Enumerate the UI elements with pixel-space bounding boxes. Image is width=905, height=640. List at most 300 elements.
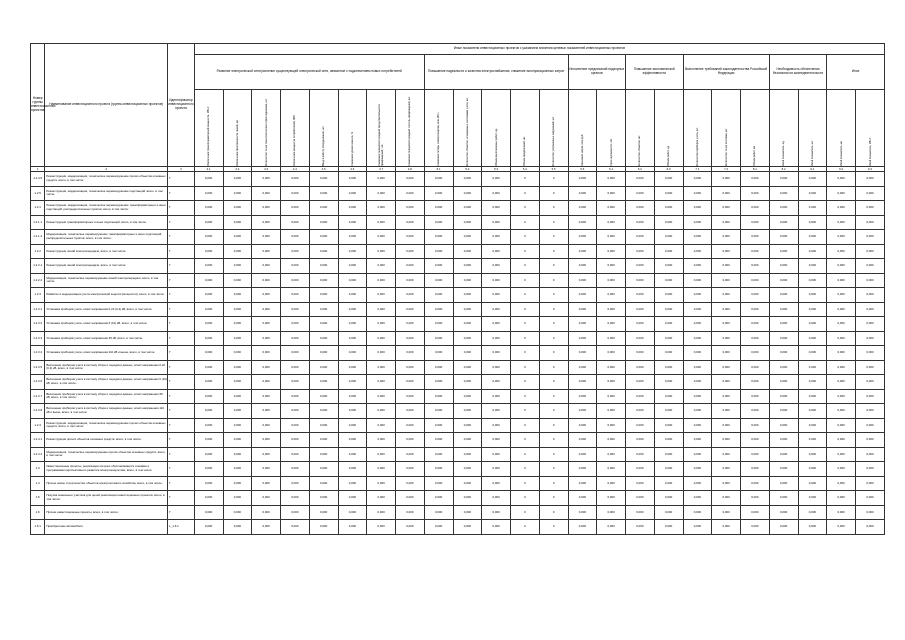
row-value: 0,000 — [568, 215, 597, 230]
row-value: 0,000 — [367, 273, 396, 288]
row-value: 0 — [511, 215, 540, 230]
row-value: 0,000 — [856, 462, 885, 477]
row-value: 0,000 — [597, 259, 626, 274]
row-value: 0 — [511, 288, 540, 303]
row-value: 0,000 — [453, 520, 482, 535]
row-value: 0,000 — [338, 288, 367, 303]
row-value: 0,000 — [424, 259, 453, 274]
row-value: 0,000 — [741, 447, 770, 462]
row-value: 0 — [511, 360, 540, 375]
row-value: 0,000 — [568, 433, 597, 448]
row-value: 0,000 — [769, 505, 798, 520]
row-value: 0,000 — [741, 476, 770, 491]
row-value: 0,000 — [424, 433, 453, 448]
row-value: 0,000 — [309, 505, 338, 520]
row-value: 0 — [511, 447, 540, 462]
row-value: 0 — [511, 244, 540, 259]
sub-header-cell — [482, 90, 511, 167]
row-value: 0,000 — [856, 273, 885, 288]
row-project-id: Г — [168, 273, 195, 288]
row-value: 0,000 — [309, 520, 338, 535]
row-value: 0,000 — [252, 418, 281, 433]
row-value: 0,000 — [712, 433, 741, 448]
row-project-name: Включение приборов учета в систему сбора и передачи данных, класс напряжения 6 (10) кВ, всего, в том числе: — [45, 375, 168, 390]
row-value: 0 — [511, 520, 540, 535]
row-value: 0,000 — [856, 331, 885, 346]
row-value: 0,000 — [654, 433, 683, 448]
row-value: 0,000 — [712, 230, 741, 245]
row-value: 0,000 — [424, 447, 453, 462]
row-value: 0,000 — [252, 491, 281, 506]
row-value: 0,000 — [827, 520, 856, 535]
row-value: 0,000 — [223, 273, 252, 288]
row-value: 0,000 — [798, 505, 827, 520]
row-value: 0,000 — [482, 317, 511, 332]
sub-header-cell — [597, 90, 626, 167]
row-value: 0,000 — [712, 520, 741, 535]
column-number: 2 — [45, 167, 168, 172]
row-value: 0,000 — [654, 201, 683, 216]
row-value: 0,000 — [597, 288, 626, 303]
header-project-name: Наименование инвестиционного проекта (группы инвестиционных проектов) — [45, 44, 168, 167]
header-group-1: Развитие электрической сети/усиление существующей электрической сети, связанное с подключением новых потребителей — [194, 55, 424, 90]
row-value: 0,000 — [367, 389, 396, 404]
row-value: 0,000 — [741, 201, 770, 216]
column-number: 9.2 — [827, 167, 856, 172]
row-value: 0,000 — [654, 244, 683, 259]
row-value: 0,000 — [367, 505, 396, 520]
row-value: 0,000 — [769, 375, 798, 390]
sub-header-cell — [281, 90, 310, 167]
row-value: 0,000 — [597, 302, 626, 317]
header-group-main: Иные показатели инвестиционных проектов с указанием значения целевых показателей инвестиционных проектов — [194, 44, 884, 55]
row-value: 0,000 — [741, 360, 770, 375]
row-value: 0,000 — [568, 230, 597, 245]
column-number: 5.3 — [482, 167, 511, 172]
row-value: 0,000 — [798, 389, 827, 404]
row-project-name: Развитие и модернизация учета электрической энергии (мощности), всего, в том числе: — [45, 288, 168, 303]
row-value: 0,000 — [338, 375, 367, 390]
row-value: 0,000 — [626, 447, 655, 462]
row-value: 0,000 — [827, 302, 856, 317]
row-value: 0,000 — [482, 462, 511, 477]
row-value: 0,000 — [654, 418, 683, 433]
row-value: 0,000 — [194, 505, 223, 520]
row-value: 0,000 — [769, 201, 798, 216]
header-group-4: Повышение экономической эффективности — [626, 55, 684, 90]
row-value: 0,000 — [626, 491, 655, 506]
row-value: 0,000 — [683, 491, 712, 506]
row-value: 0,000 — [252, 476, 281, 491]
row-value: 0,000 — [424, 520, 453, 535]
table-row — [31, 244, 885, 259]
row-value: 0,000 — [827, 447, 856, 462]
row-value: 0,000 — [769, 172, 798, 187]
row-value: 0,000 — [741, 491, 770, 506]
row-value: 0,000 — [798, 404, 827, 419]
row-value: 0,000 — [769, 244, 798, 259]
row-value: 0,000 — [798, 447, 827, 462]
row-value: 0,000 — [338, 302, 367, 317]
row-value: 0,000 — [712, 288, 741, 303]
investment-indicators-table — [30, 43, 885, 535]
column-number: 8.1 — [741, 167, 770, 172]
row-project-id: Г — [168, 186, 195, 201]
row-value: 0 — [511, 389, 540, 404]
row-value: 0,000 — [453, 346, 482, 361]
row-value: 0 — [539, 375, 568, 390]
sub-header-label: Количество устраненных нарушений, шт. — [552, 116, 556, 166]
row-value: 0,000 — [281, 273, 310, 288]
row-value: 0,000 — [712, 389, 741, 404]
row-value: 0,000 — [309, 273, 338, 288]
row-value: 0,000 — [683, 520, 712, 535]
row-value: 0,000 — [654, 215, 683, 230]
row-value: 0 — [511, 331, 540, 346]
sub-header-cell — [338, 90, 367, 167]
row-value: 0,000 — [367, 462, 396, 477]
row-value: 0,000 — [424, 491, 453, 506]
row-value: 0,000 — [568, 331, 597, 346]
row-code: 1.2.2.2 — [31, 273, 45, 288]
row-value: 0,000 — [309, 201, 338, 216]
row-value: 0,000 — [712, 317, 741, 332]
row-value: 0,000 — [223, 360, 252, 375]
row-project-name: Реконструкция, модернизация, техническое перевооружение трансформаторных и иных подстанций, распределительных пунктов, всего, в том числе: — [45, 201, 168, 216]
table-row — [31, 186, 885, 201]
row-project-id: Г — [168, 433, 195, 448]
row-value: 0,000 — [856, 346, 885, 361]
row-value: 0,000 — [827, 505, 856, 520]
row-value: 0,000 — [683, 447, 712, 462]
row-value: 0,000 — [683, 215, 712, 230]
row-value: 0,000 — [626, 244, 655, 259]
row-value: 0,000 — [367, 288, 396, 303]
row-value: 0,000 — [482, 346, 511, 361]
row-value: 0,000 — [281, 433, 310, 448]
row-value: 0,000 — [654, 375, 683, 390]
row-code: 1.2.4.5 — [31, 172, 45, 187]
row-value: 0,000 — [482, 476, 511, 491]
row-value: 0,000 — [712, 404, 741, 419]
row-value: 0,000 — [223, 331, 252, 346]
row-value: 0,000 — [568, 520, 597, 535]
row-value: 0,000 — [252, 505, 281, 520]
sub-header-cell — [798, 90, 827, 167]
row-value: 0,000 — [798, 491, 827, 506]
row-value: 0 — [539, 404, 568, 419]
row-project-name: Включение приборов учета в систему сбора и передачи данных, класс напряжения 110 кВ и выше, всего, в том числе: — [45, 404, 168, 419]
row-project-id: Г — [168, 259, 195, 274]
row-value: 0,000 — [252, 389, 281, 404]
row-value: 0,000 — [453, 259, 482, 274]
row-value: 0,000 — [482, 331, 511, 346]
row-project-id: Г — [168, 462, 195, 477]
row-value: 0,000 — [367, 259, 396, 274]
row-value: 0 — [511, 375, 540, 390]
row-value: 0,000 — [367, 491, 396, 506]
row-value: 0,000 — [223, 317, 252, 332]
sub-header-cell — [568, 90, 597, 167]
row-value: 0,000 — [683, 418, 712, 433]
row-project-id: Г — [168, 317, 195, 332]
row-value: 0,000 — [798, 462, 827, 477]
sub-header-cell — [453, 90, 482, 167]
row-value: 0,000 — [683, 186, 712, 201]
sub-header-label: Снижение показателя средней частоты прекращений, шт. — [408, 96, 412, 166]
row-project-id: Г — [168, 505, 195, 520]
row-value: 0,000 — [367, 433, 396, 448]
sub-header-cell — [741, 90, 770, 167]
row-value: 0,000 — [453, 404, 482, 419]
row-value: 0 — [539, 288, 568, 303]
row-value: 0,000 — [482, 447, 511, 462]
row-value: 0,000 — [597, 273, 626, 288]
row-value: 0,000 — [338, 404, 367, 419]
sub-header-label: Снижение уровня износа, % — [350, 131, 354, 166]
row-value: 0,000 — [396, 346, 425, 361]
row-value: 0,000 — [654, 389, 683, 404]
row-value: 0,000 — [769, 433, 798, 448]
row-value: 0,000 — [568, 360, 597, 375]
row-value: 0,000 — [712, 244, 741, 259]
row-value: 0 — [511, 273, 540, 288]
row-project-name: Модернизация, техническое перевооружение трансформаторных и иных подстанций, распределительных пунктов, всего, в том числе: — [45, 230, 168, 245]
row-value: 0 — [539, 418, 568, 433]
row-value: 0,000 — [856, 491, 885, 506]
row-value: 0,000 — [597, 418, 626, 433]
row-value: 0,000 — [683, 346, 712, 361]
row-value: 0,000 — [568, 418, 597, 433]
row-value: 0,000 — [798, 346, 827, 361]
row-value: 0,000 — [626, 462, 655, 477]
row-code: 1.2.4 — [31, 418, 45, 433]
table-row — [31, 317, 885, 332]
row-value: 0,000 — [309, 346, 338, 361]
row-value: 0,000 — [252, 462, 281, 477]
row-value: 0 — [511, 186, 540, 201]
row-value: 0,000 — [856, 404, 885, 419]
row-value: 0,000 — [769, 520, 798, 535]
row-value: 0,000 — [741, 346, 770, 361]
row-value: 0,000 — [769, 288, 798, 303]
sub-header-label: Объем работ, км — [753, 146, 757, 166]
row-value: 0,000 — [741, 404, 770, 419]
row-value: 0,000 — [798, 375, 827, 390]
row-value: 0 — [511, 172, 540, 187]
row-code: 1.5 — [31, 491, 45, 506]
row-project-id: Г — [168, 491, 195, 506]
row-value: 0 — [539, 433, 568, 448]
row-value: 0,000 — [194, 389, 223, 404]
row-value: 0,000 — [252, 244, 281, 259]
row-value: 0,000 — [281, 418, 310, 433]
row-value: 0,000 — [281, 244, 310, 259]
row-value: 0,000 — [482, 201, 511, 216]
row-value: 0,000 — [798, 172, 827, 187]
row-value: 0,000 — [568, 462, 597, 477]
row-value: 0,000 — [626, 230, 655, 245]
row-value: 0,000 — [367, 230, 396, 245]
row-value: 0,000 — [281, 302, 310, 317]
row-value: 0,000 — [309, 288, 338, 303]
row-value: 0,000 — [482, 404, 511, 419]
sub-header-label: Снижение показателя средней продолжительности прекращений, час — [378, 104, 385, 166]
row-value: 0,000 — [338, 418, 367, 433]
row-project-name: Реконструкция трансформаторных и иных подстанций, всего, в том числе: — [45, 215, 168, 230]
row-value: 0,000 — [252, 201, 281, 216]
row-value: 0,000 — [769, 230, 798, 245]
row-value: 0,000 — [338, 505, 367, 520]
row-value: 0,000 — [424, 360, 453, 375]
row-value: 0,000 — [396, 215, 425, 230]
row-value: 0,000 — [597, 447, 626, 462]
row-value: 0,000 — [223, 389, 252, 404]
row-value: 0,000 — [453, 317, 482, 332]
row-value: 0,000 — [223, 375, 252, 390]
row-value: 0,000 — [654, 491, 683, 506]
row-project-name: Установка приборов учета, класс напряжения 6 (10) кВ, всего, в том числе: — [45, 317, 168, 332]
sub-header-cell — [712, 90, 741, 167]
sub-header-cell — [424, 90, 453, 167]
row-value: 0,000 — [654, 259, 683, 274]
row-value: 0,000 — [338, 520, 367, 535]
row-value: 0,000 — [453, 360, 482, 375]
row-project-name: Прочие инвестиционные проекты, всего, в том числе: — [45, 505, 168, 520]
row-project-id: Г — [168, 288, 195, 303]
row-value: 0,000 — [626, 172, 655, 187]
sub-header-cell — [223, 90, 252, 167]
row-value: 0,000 — [281, 520, 310, 535]
row-value: 0,000 — [482, 520, 511, 535]
column-number: 4.6 — [338, 167, 367, 172]
row-value: 0,000 — [568, 172, 597, 187]
row-value: 0,000 — [309, 476, 338, 491]
row-project-name: Модернизация, техническое перевооружение прочих объектов основных средств, всего, в том числе: — [45, 447, 168, 462]
row-project-name: Реконструкция линий электропередачи, всего, в том числе: — [45, 244, 168, 259]
table-row — [31, 520, 885, 535]
column-number: 4.1 — [194, 167, 223, 172]
row-value: 0,000 — [194, 288, 223, 303]
row-value: 0,000 — [338, 172, 367, 187]
row-value: 0,000 — [252, 375, 281, 390]
row-value: 0,000 — [798, 215, 827, 230]
row-project-id: Г — [168, 201, 195, 216]
row-value: 0,000 — [769, 389, 798, 404]
row-value: 0,000 — [712, 360, 741, 375]
row-project-id: Г — [168, 302, 195, 317]
header-project-id: Идентификатор инвестиционного проекта — [168, 44, 195, 167]
row-value: 0,000 — [367, 331, 396, 346]
row-value: 0,000 — [281, 404, 310, 419]
row-value: 0,000 — [827, 259, 856, 274]
table-row — [31, 215, 885, 230]
sub-header-cell — [511, 90, 540, 167]
row-value: 0,000 — [712, 201, 741, 216]
row-value: 0,000 — [281, 389, 310, 404]
row-project-id: Г — [168, 404, 195, 419]
row-value: 0,000 — [568, 375, 597, 390]
row-value: 0 — [511, 404, 540, 419]
row-value: 0,000 — [798, 317, 827, 332]
row-value: 0,000 — [396, 331, 425, 346]
row-value: 0,000 — [223, 172, 252, 187]
row-value: 0,000 — [396, 288, 425, 303]
row-value: 0,000 — [252, 317, 281, 332]
row-value: 0,000 — [396, 230, 425, 245]
row-value: 0,000 — [712, 491, 741, 506]
row-value: 0,000 — [396, 244, 425, 259]
row-value: 0,000 — [194, 259, 223, 274]
row-value: 0,000 — [482, 186, 511, 201]
row-value: 0 — [539, 331, 568, 346]
row-value: 0,000 — [712, 505, 741, 520]
row-project-name: Реконструкция, модернизация, техническое перевооружение подстанций, всего, в том числе: — [45, 186, 168, 201]
row-value: 0,000 — [798, 186, 827, 201]
row-value: 0,000 — [338, 201, 367, 216]
sub-header-label: Ввод в работу оборудования, шт. — [322, 126, 326, 166]
row-value: 0,000 — [712, 462, 741, 477]
row-value: 0 — [539, 244, 568, 259]
row-value: 0,000 — [597, 389, 626, 404]
row-value: 0,000 — [367, 447, 396, 462]
row-value: 0,000 — [194, 346, 223, 361]
sub-header-cell — [367, 90, 396, 167]
row-value: 0,000 — [568, 302, 597, 317]
row-value: 0,000 — [424, 288, 453, 303]
column-number: 5.1 — [424, 167, 453, 172]
row-value: 0,000 — [769, 404, 798, 419]
row-value: 0,000 — [568, 288, 597, 303]
row-value: 0,000 — [626, 476, 655, 491]
row-value: 0,000 — [597, 201, 626, 216]
row-project-name: Реконструкция, модернизация, техническое перевооружение прочих объектов основных средств, всего, в том числе: — [45, 172, 168, 187]
row-value: 0,000 — [396, 302, 425, 317]
row-value: 0,000 — [769, 317, 798, 332]
row-project-name: Прочее новое строительство объектов электросетевого хозяйства, всего, в том числе: — [45, 476, 168, 491]
row-value: 0,000 — [453, 418, 482, 433]
row-value: 0,000 — [827, 201, 856, 216]
row-value: 0,000 — [827, 491, 856, 506]
row-value: 0,000 — [223, 346, 252, 361]
row-value: 0,000 — [194, 447, 223, 462]
table-row — [31, 230, 885, 245]
row-value: 0,000 — [309, 447, 338, 462]
row-value: 0,000 — [626, 317, 655, 332]
row-value: 0,000 — [453, 491, 482, 506]
row-code: 1.2.4.1 — [31, 433, 45, 448]
row-value: 0,000 — [252, 172, 281, 187]
row-value: 0,000 — [683, 375, 712, 390]
row-value: 0 — [539, 302, 568, 317]
row-value: 0,000 — [654, 346, 683, 361]
row-project-id: Г — [168, 476, 195, 491]
row-value: 0,000 — [252, 230, 281, 245]
column-number: 5.5 — [539, 167, 568, 172]
row-project-name: Включение приборов учета в систему сбора и передачи данных, класс напряжения 35 кВ, всего, в том числе: — [45, 389, 168, 404]
row-value: 0,000 — [597, 172, 626, 187]
row-value: 0,000 — [741, 186, 770, 201]
row-value: 0,000 — [223, 288, 252, 303]
row-value: 0 — [539, 491, 568, 506]
row-value: 0,000 — [827, 389, 856, 404]
row-value: 0,000 — [626, 433, 655, 448]
row-value: 0,000 — [482, 389, 511, 404]
sub-header-label: Срок окупаемости, лет — [609, 138, 613, 166]
row-value: 0,000 — [252, 186, 281, 201]
row-value: 0,000 — [741, 375, 770, 390]
sub-header-cell — [769, 90, 798, 167]
